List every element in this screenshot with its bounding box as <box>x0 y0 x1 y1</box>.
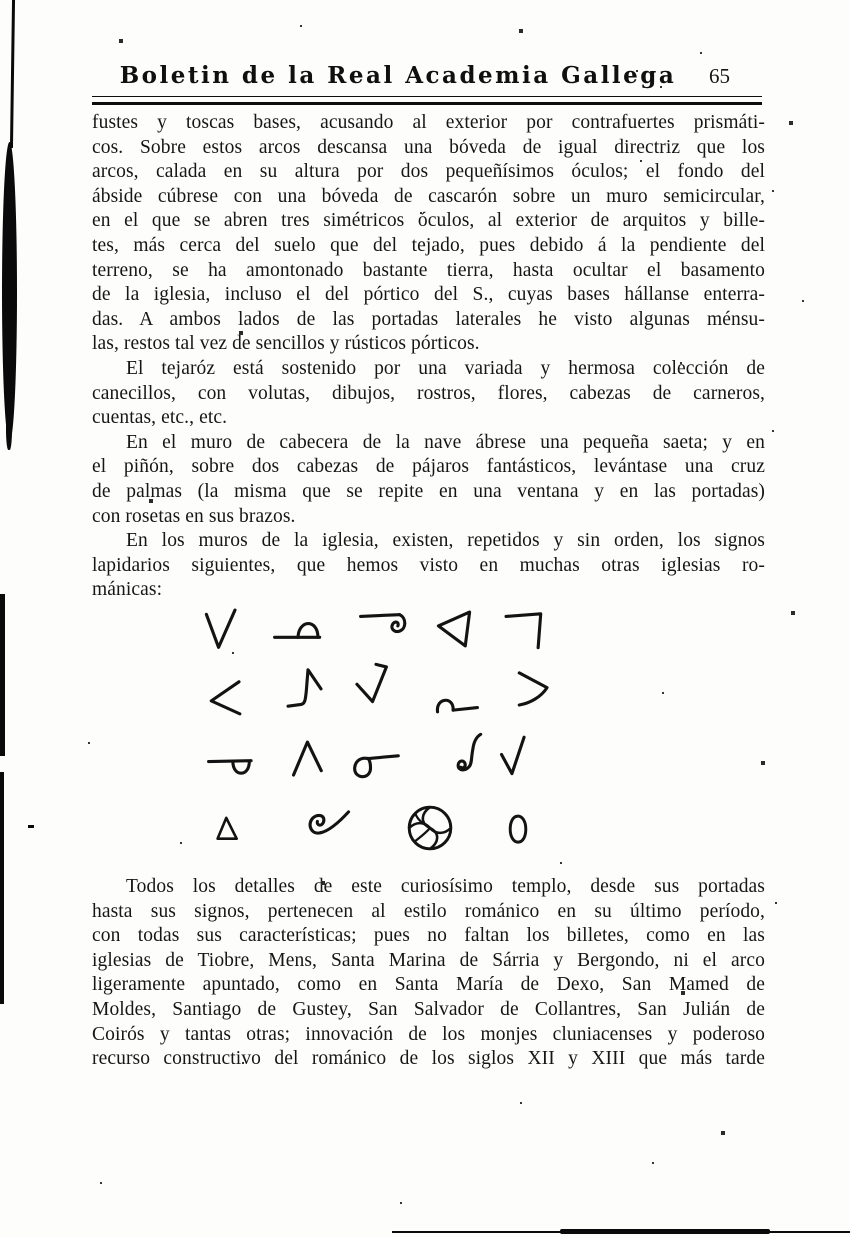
lapidary-sign-check-mark <box>492 732 544 784</box>
body-text-lower <box>92 875 765 1072</box>
lapidary-sign-line-with-cup <box>206 752 258 804</box>
text-line: das. A ambos lados de las portadas laterales he visto algunas ménsu- <box>92 308 765 330</box>
text-line: de la iglesia, incluso el del pórtico del S., cuyas bases hállanse enterra- <box>92 284 765 306</box>
lapidary-sign-swirl-rosette <box>404 802 456 854</box>
lapidary-sign-arch-on-line <box>272 600 324 652</box>
paragraph <box>92 357 765 431</box>
text-line: las, restos tal vez de sencillos y rústicos pórticos. <box>92 333 480 355</box>
text-line: El tejaróz está sostenido por una variada y hermosa colección de <box>126 357 765 379</box>
text-line: En los muros de la iglesia, existen, repetidos y sin orden, los signos <box>126 530 765 552</box>
text-line: cuentas, etc., etc. <box>92 407 228 429</box>
text-line: el piñón, sobre dos cabezas de pájaros fantásticos, levántase una cruz <box>92 456 765 478</box>
scan-artifact <box>2 142 17 442</box>
text-line: en el que se abren tres simétricos óculos, al exterior de arquitos y bille- <box>92 210 765 232</box>
text-line: con todas sus características; pues no faltan los billetes, como en las <box>92 925 765 947</box>
lapidary-sign-chevron-right <box>508 666 560 718</box>
text-line: iglesias de Tiobre, Mens, Santa Marina de Sárria y Bergondo, ni el arco <box>92 949 765 971</box>
lapidary-sign-oval <box>492 804 544 856</box>
text-line: Coirós y tantas otras; innovación de los monjes cluniacenses y poderoso <box>92 1023 765 1045</box>
lapidary-sign-cup-with-line <box>348 748 400 800</box>
text-line: ábside cúbrese con una bóveda de cascarón sobre un muro semicircular, <box>92 185 765 207</box>
lapidary-sign-line-with-spiral <box>358 606 410 658</box>
page-number: 65 <box>709 64 730 88</box>
scan-artifact <box>0 594 5 756</box>
scan-artifact <box>10 0 15 148</box>
paragraph <box>92 529 765 603</box>
scan-artifact <box>0 772 4 1004</box>
page-header <box>92 62 764 96</box>
lapidary-sign-stroke-with-spiral <box>446 730 498 782</box>
text-line: mánicas: <box>92 579 163 601</box>
text-line: arcos, calada en su altura por dos pequeñísimos óculos; el fondo del <box>92 161 765 183</box>
scan-artifact <box>560 1229 770 1234</box>
text-line: recurso constructivo del románico de los siglos XII y XIII que más tarde <box>92 1048 765 1070</box>
lapidary-sign-triangle-left <box>428 606 480 658</box>
lapidary-sign-angle-hook <box>500 606 552 658</box>
body-text-upper <box>92 111 765 603</box>
lapidary-sign-chevron-up <box>284 736 336 788</box>
lapidary-sign-spiral-with-tail <box>300 798 352 850</box>
header-rule <box>92 96 762 105</box>
text-line: tes, más cerca del suelo que del tejado, pues debido á la pendiente del <box>92 234 765 256</box>
text-line: ligeramente apuntado, como en Santa María de Dexo, San Mamed de <box>92 974 765 996</box>
text-line: Moldes, Santiago de Gustey, San Salvador de Collantres, San Julián de <box>92 998 765 1020</box>
lapidary-sign-v-mark <box>196 604 248 656</box>
journal-title: Boletin de la Real Academia Gallega <box>119 62 677 89</box>
lapidary-sign-angular-stroke <box>282 662 334 714</box>
lapidary-sign-check-with-flag <box>350 660 402 712</box>
text-line: terreno, se ha amontonado bastante tierra, hasta ocultar el basamento <box>92 259 765 281</box>
text-line: canecillos, con volutas, dibujos, rostros, flores, cabezas de carneros, <box>92 382 765 404</box>
paragraph <box>92 431 765 529</box>
text-line: hasta sus signos, pertenecen al estilo románico en su último período, <box>92 900 765 922</box>
text-line: de palmas (la misma que se repite en una ventana y en las portadas) <box>92 480 765 502</box>
scan-artifact <box>28 825 34 828</box>
text-line: cos. Sobre estos arcos descansa una bóveda de igual directriz que los <box>92 136 765 158</box>
paragraph <box>92 111 765 357</box>
text-line: lapidarios siguientes, que hemos visto en muchas otras iglesias ro- <box>92 554 765 576</box>
lapidary-sign-triangle <box>202 804 254 856</box>
lapidary-sign-loop-with-line <box>428 672 480 724</box>
text-line: Todos los detalles de este curiosísimo templo, desde sus portadas <box>126 876 765 897</box>
text-line: fustes y toscas bases, acusando al exterior por contrafuertes prismáti- <box>92 112 765 133</box>
paragraph <box>92 875 765 1072</box>
text-line: En el muro de cabecera de la nave ábrese una pequeña saeta; y en <box>126 431 765 453</box>
lapidary-sign-chevron-left <box>200 674 252 726</box>
scan-artifact <box>6 400 12 450</box>
text-line: con rosetas en sus brazos. <box>92 505 296 527</box>
scan-noise <box>0 0 2 2</box>
